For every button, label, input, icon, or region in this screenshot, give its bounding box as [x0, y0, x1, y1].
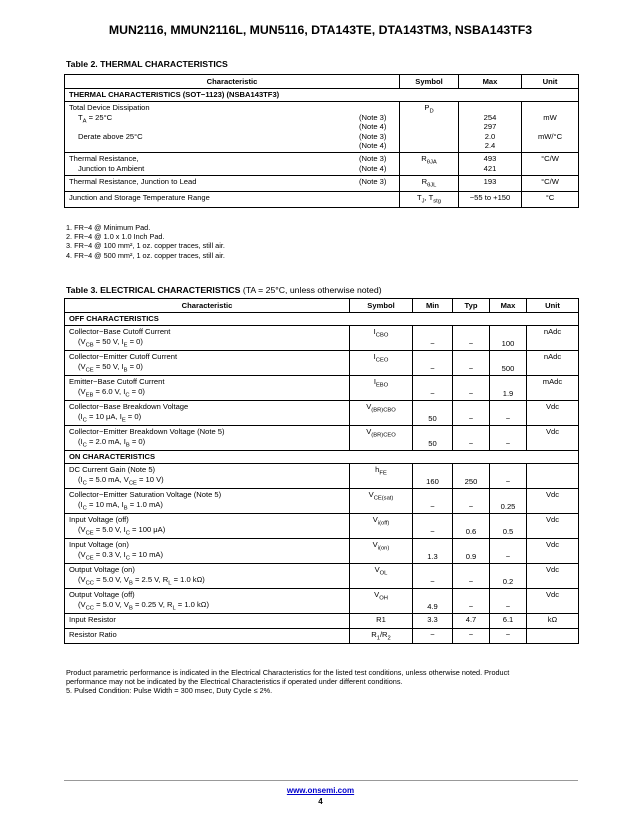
table-row: Resistor Ratio $R_1/R_2$ − − − — [65, 629, 579, 644]
table-row: Collector−Base Cutoff Current ($V_{CB} = 50$ V, $I_E = 0$) $I_{CBO}$ − − 100 nAdc — [65, 326, 579, 351]
table-row: Collector−Emitter Saturation Voltage (Note 5) ($I_C = 10$ mA, $I_B = 1.0$ mA) $V_{CE(sat)}$ − − 0.25 Vdc — [65, 489, 579, 514]
table2-notes: 1. FR−4 @ Minimum Pad. 2. FR−4 @ 1.0 x 1.0 Inch Pad. 3. FR−4 @ 100 mm², 1 oz. copper traces, still air. 4. FR−4 @ 500 mm², 1 oz. copper traces, still air. — [66, 223, 225, 260]
section-title: ON CHARACTERISTICS — [65, 451, 579, 464]
table-row: Collector−Emitter Breakdown Voltage (Note 5) ($I_C = 2.0$ mA, $I_B = 0$) $V_{(BR)CEO}$ 50 − − Vdc — [65, 426, 579, 451]
table-header-row — [65, 75, 579, 89]
col-unit: Unit — [522, 75, 579, 89]
table-row: Emitter−Base Cutoff Current ($V_{EB} = 6.0$ V, $I_C = 0$) $I_{EBO}$ − − 1.9 mAdc — [65, 376, 579, 401]
page-title: MUN2116, MMUN2116L, MUN5116, DTA143TE, DTA143TM3, NSBA143TF3 — [108, 23, 533, 37]
table3-notes: Product parametric performance is indicated in the Electrical Characteristics for the listed test conditions, unless otherwise noted. Product performance may not be indicated by the Electrical Characteristics if operated under different conditions. 5. Pulsed Condition: Pulse Width = 300 msec, Duty Cycle ≤ 2%. — [66, 668, 510, 696]
table-row: Output Voltage (on) ($V_{CC} = 5.0$ V, $V_B = 2.5$ V, $R_L = 1.0$ kΩ) $V_{OL}$ − − 0.2 Vdc — [65, 564, 579, 589]
electrical-table — [64, 298, 579, 644]
table-row: Input Voltage (on) ($V_{CE} = 0.3$ V, $I_C = 10$ mA) $V_{i(on)}$ 1.3 0.9 − Vdc — [65, 539, 579, 564]
footer-divider — [64, 780, 578, 781]
table-row: Input Resistor R1 3.3 4.7 6.1 kΩ — [65, 614, 579, 629]
table-header-row: Characteristic Symbol Min Typ Max Unit — [65, 299, 579, 313]
col-symbol: Symbol — [400, 75, 459, 89]
table-row: Collector−Base Breakdown Voltage ($I_C = 10$ μA, $I_E = 0$) $V_{(BR)CBO}$ 50 − − Vdc — [65, 401, 579, 426]
col-characteristic: Characteristic — [65, 75, 400, 89]
thermal-table — [64, 74, 579, 208]
table-row: Output Voltage (off) ($V_{CC} = 5.0$ V, $V_B = 0.25$ V, $R_L = 1.0$ kΩ) $V_{OH}$ 4.9 − − Vdc — [65, 589, 579, 614]
table-row: Junction and Storage Temperature Range $T_J$, $T_{stg}$ −55 to +150 °C — [65, 191, 579, 207]
col-max: Max — [459, 75, 522, 89]
page-number: 4 — [318, 797, 323, 806]
table-row: Collector−Emitter Cutoff Current ($V_{CE} = 50$ V, $I_B = 0$) $I_{CEO}$ − − 500 nAdc — [65, 351, 579, 376]
table-row: Thermal Resistance, Junction to Ambient (Note 3) (Note 4) $R_{\theta JA}$ 493 421 °C/W — [65, 152, 579, 175]
table-row: DC Current Gain (Note 5) ($I_C = 5.0$ mA, $V_{CE} = 10$ V) $h_{FE}$ 160 250 − — [65, 464, 579, 489]
table-row: Input Voltage (off) ($V_{CE} = 5.0$ V, $I_C = 100$ μA) $V_{i(off)}$ − 0.6 0.5 Vdc — [65, 514, 579, 539]
table2-caption: Table 2. THERMAL CHARACTERISTICS — [66, 59, 228, 69]
table-row: Thermal Resistance, Junction to Lead (Note 3) $R_{\theta JL}$ 193 °C/W — [65, 175, 579, 191]
section-title: OFF CHARACTERISTICS — [65, 313, 579, 326]
table3-caption: Table 3. ELECTRICAL CHARACTERISTICS (TA = 25°C, unless otherwise noted) — [66, 285, 382, 295]
section-title: THERMAL CHARACTERISTICS (SOT−1123) (NSBA143TF3) — [65, 89, 579, 102]
footer-link[interactable]: www.onsemi.com — [286, 786, 355, 795]
table-row: Total Device Dissipation $T_A = 25^\circ C$ Derate above 25°C (Note 3) (Note 4) (Note 3) (Note 4) $P_D$ 254 297 2.0 2.4 mW mW/°C — [65, 102, 579, 153]
